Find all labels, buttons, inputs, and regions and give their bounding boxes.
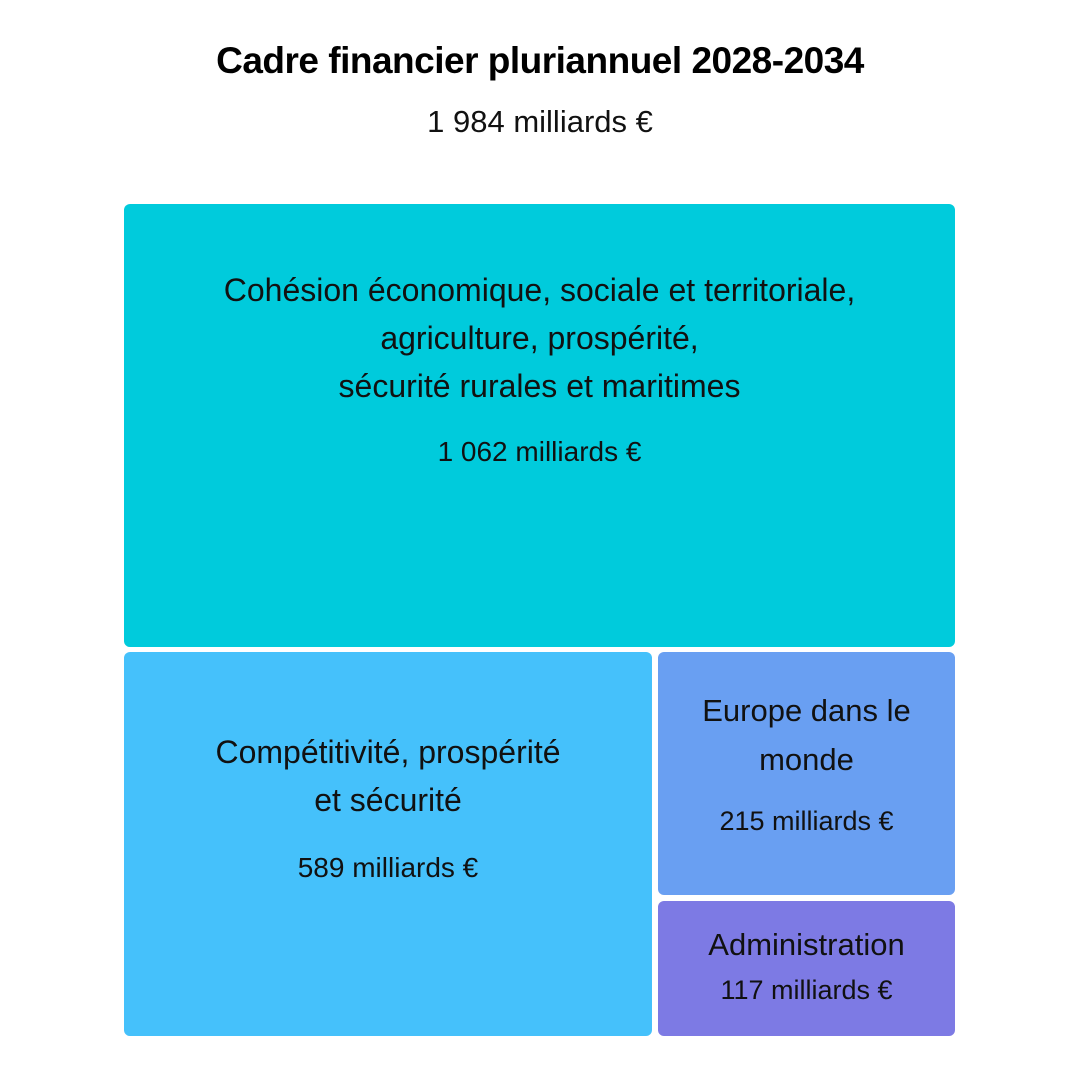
- segment-label: [658, 686, 955, 784]
- segment-value: 589 milliards €: [297, 852, 479, 883]
- segment-label-line: monde: [759, 742, 854, 777]
- segment-label-line: Cohésion économique, sociale et territoriale,: [223, 272, 856, 308]
- segment-label-line: Compétitivité, prospérité: [215, 734, 561, 770]
- segment-value: 215 milliards €: [719, 806, 894, 836]
- segment-value: 1 062 milliards €: [437, 436, 642, 467]
- segment-label: [124, 266, 955, 410]
- treemap-chart: [124, 204, 955, 1036]
- segment-label: [124, 728, 652, 824]
- treemap-segment-cohesion: [124, 204, 955, 647]
- treemap-segment-competitivite: [124, 652, 652, 1036]
- segment-label-line: agriculture, prospérité,: [380, 320, 699, 356]
- treemap-segment-europe-monde: [658, 652, 955, 895]
- segment-label-line: sécurité rurales et maritimes: [338, 368, 741, 404]
- treemap-segment-administration: [658, 901, 955, 1036]
- segment-label-line: Administration: [708, 927, 905, 962]
- segment-label: [658, 923, 955, 967]
- segment-label-line: et sécurité: [314, 782, 462, 818]
- segment-label-line: Europe dans le: [702, 693, 911, 728]
- segment-value: 117 milliards €: [720, 975, 893, 1005]
- page-title: Cadre financier pluriannuel 2028-2034: [216, 40, 864, 81]
- page-subtitle-total: 1 984 milliards €: [427, 104, 653, 139]
